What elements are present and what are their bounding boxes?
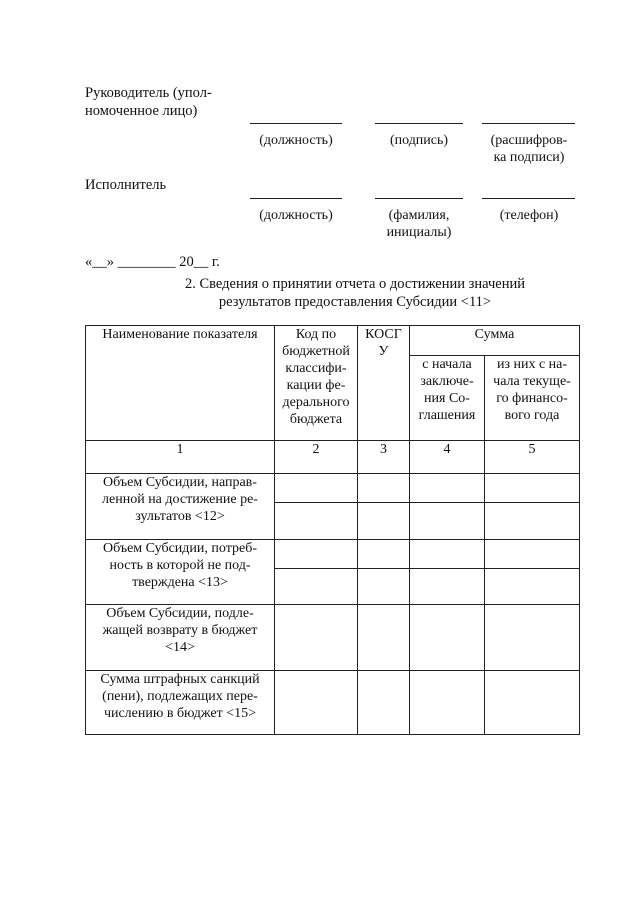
head-signature-caption: (подпись) <box>389 133 449 148</box>
table-cell <box>410 503 485 540</box>
table-cell <box>275 503 358 540</box>
executor-phone-line <box>482 198 575 199</box>
table-cell <box>410 474 485 503</box>
table-cell <box>485 474 580 503</box>
table-cell <box>358 540 410 569</box>
table-row <box>86 540 580 569</box>
column-number: 5 <box>485 441 580 474</box>
column-number: 1 <box>86 441 275 474</box>
table-cell <box>485 540 580 569</box>
executor-label: Исполнитель <box>85 177 167 193</box>
header-indicator-name: Наименование показателя <box>86 326 275 441</box>
head-label: Руководитель (упол- номоченное лицо) <box>85 85 212 119</box>
head-name-line <box>482 123 575 124</box>
table-cell <box>275 671 358 735</box>
column-numbers-row <box>86 441 580 474</box>
table-cell <box>275 540 358 569</box>
row-label-subsidy-directed: Объем Субсидии, направ- ленной на достижение ре- зультатов <12> <box>86 474 275 540</box>
row-label-subsidy-return: Объем Субсидии, подле- жащей возврату в бюджет <14> <box>86 605 275 671</box>
header-sum-from-agreement-start: с начала заключе- ния Со- глашения <box>410 356 485 441</box>
table-cell <box>275 569 358 605</box>
table-cell <box>485 671 580 735</box>
column-number: 3 <box>358 441 410 474</box>
table-cell <box>485 503 580 540</box>
header-sum: Сумма <box>410 326 580 356</box>
table-row <box>86 671 580 735</box>
executor-fullname-caption: (фамилия, инициалы) <box>386 208 452 240</box>
header-budget-code: Код по бюджетной классифи- кации фе- дерального бюджета <box>275 326 358 441</box>
executor-position-line <box>250 198 342 199</box>
table-cell <box>410 671 485 735</box>
table-cell <box>358 503 410 540</box>
head-position-line <box>250 123 342 124</box>
table-cell <box>410 605 485 671</box>
executor-phone-caption: (телефон) <box>499 208 559 223</box>
table-cell <box>358 671 410 735</box>
table-cell <box>275 605 358 671</box>
row-label-subsidy-unconfirmed: Объем Субсидии, потреб- ность в которой не под- тверждена <13> <box>86 540 275 605</box>
table-row <box>86 474 580 503</box>
head-name-caption: (расшифров- ка подписи) <box>490 133 568 165</box>
column-number: 2 <box>275 441 358 474</box>
section-title: 2. Сведения о принятии отчета о достижении значений результатов предоставления Субсидии <11> <box>185 276 525 310</box>
table-cell <box>275 474 358 503</box>
table-cell <box>358 474 410 503</box>
executor-fullname-line <box>375 198 463 199</box>
header-kosgu: КОСГ У <box>358 326 410 441</box>
executor-position-caption: (должность) <box>259 208 333 223</box>
row-label-penalties: Сумма штрафных санкций (пени), подлежащих пере- числению в бюджет <15> <box>86 671 275 735</box>
table-cell <box>485 569 580 605</box>
table-cell <box>410 540 485 569</box>
table-row <box>86 605 580 671</box>
table-cell <box>485 605 580 671</box>
head-position-caption: (должность) <box>259 133 333 148</box>
head-signature-line <box>375 123 463 124</box>
report-table <box>85 325 580 735</box>
header-sum-current-year: из них с на- чала текуще- го финансо- вого года <box>485 356 580 441</box>
date-line: «__» ________ 20__ г. <box>85 254 220 270</box>
table-cell <box>358 605 410 671</box>
column-number: 4 <box>410 441 485 474</box>
table-cell <box>358 569 410 605</box>
table-cell <box>410 569 485 605</box>
